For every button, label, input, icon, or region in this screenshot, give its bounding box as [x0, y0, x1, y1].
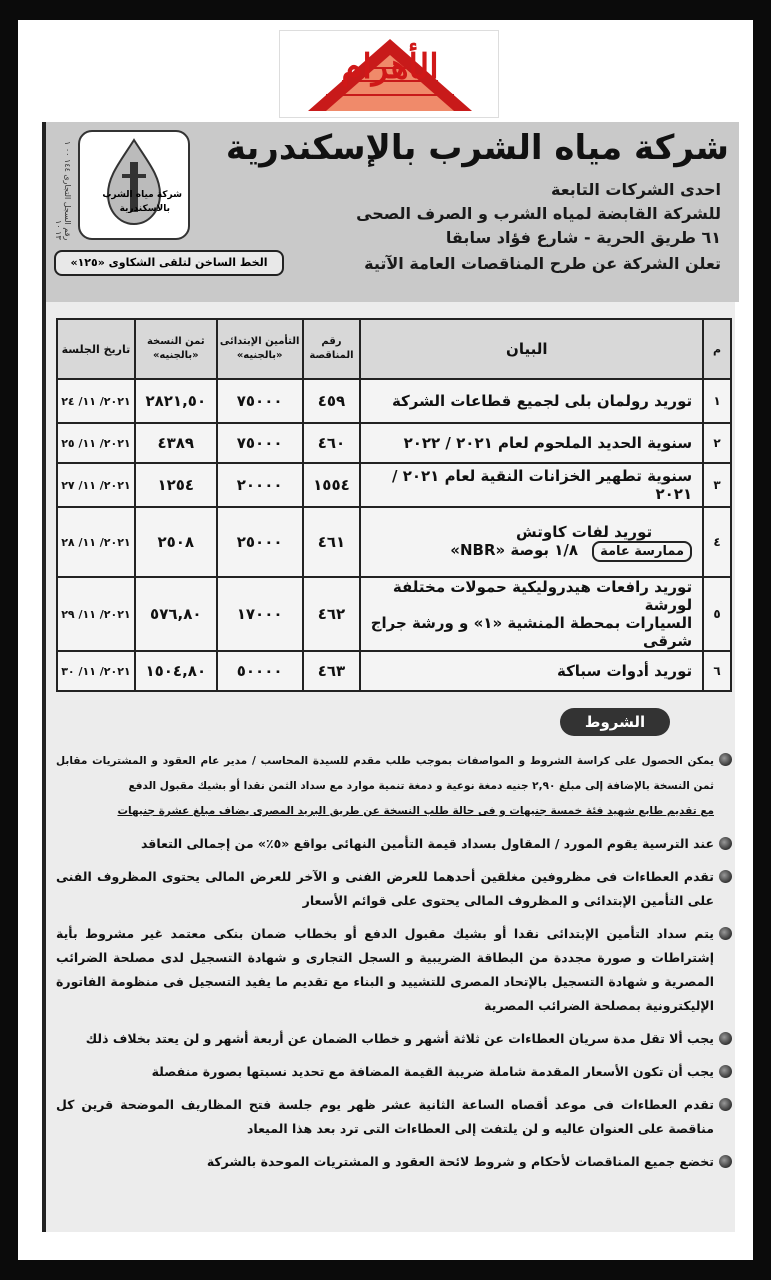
- bullet-icon: [719, 837, 732, 850]
- row-desc-line1: توريد لفات كاوتش: [516, 522, 653, 541]
- table-row: [57, 463, 731, 507]
- row-insurance: ١٧٠٠٠: [217, 577, 303, 651]
- table-row: [57, 577, 731, 651]
- row-tender-no: ١٥٥٤: [303, 463, 361, 507]
- condition-text: يتم سداد التأمين الإبتدائى نقدا أو بشيك مقبول الدفع أو بخطاب ضمان بنكى معتمد غير مشروط بأية إشتراطات و صورة مجددة من البطاقة الضريبية و السجل التجارى و شهادة التسجيل لدى مصلحة الضرائب المصرية و شهادة التسجيل بالإتحاد المصرى للتشييد و البناء مع تقديم ما يفيد التسجيل فى منظومة الفاتورة الإليكترونية بمصلحة الضرائب المصرية: [56, 926, 714, 1013]
- row-no: ١: [703, 379, 731, 423]
- col-header-no: م: [703, 319, 731, 379]
- row-insurance: ٧٥٠٠٠: [217, 379, 303, 423]
- row-desc: سنوية تطهير الخزانات النقية لعام ٢٠٢١ / ٢٠٢١: [360, 463, 703, 507]
- row-insurance: ٧٥٠٠٠: [217, 423, 303, 463]
- row-price: ١٥٠٤,٨٠: [135, 651, 217, 691]
- row-desc: توريد رولمان بلى لجميع قطاعات الشركة: [360, 379, 703, 423]
- condition-item: [56, 1093, 732, 1141]
- row-no: ٢: [703, 423, 731, 463]
- row-desc-line2: السيارات بمحطة المنشية «١» و ورشة جراج شرقى: [370, 614, 693, 650]
- condition-item: [56, 798, 732, 823]
- tender-advertisement: [42, 122, 735, 1232]
- col-header-desc: البيان: [360, 319, 703, 379]
- bullet-icon: [719, 927, 732, 940]
- condition-item: [56, 748, 732, 798]
- row-price: ٢٨٢١,٥٠: [135, 379, 217, 423]
- row-date: ٢٠٢١/ ١١/ ٢٤: [57, 379, 135, 423]
- header-line-2: للشركة القابضة لمياه الشرب و الصرف الصحى: [356, 204, 721, 223]
- table-row: [57, 423, 731, 463]
- tenders-table: [56, 318, 732, 692]
- table-header-row: [57, 319, 731, 379]
- conditions-list: [56, 748, 732, 1174]
- condition-item: [56, 1060, 732, 1084]
- row-date: ٢٠٢١/ ١١/ ٣٠: [57, 651, 135, 691]
- row-price: ٢٥٠٨: [135, 507, 217, 577]
- row-tender-no: ٤٦١: [303, 507, 361, 577]
- row-no: ٦: [703, 651, 731, 691]
- row-desc: [360, 507, 703, 577]
- header-line-3: ٦١ طريق الحرية - شارع فؤاد سابقا: [445, 228, 721, 247]
- commercial-register: رقم السجل التجارى ١٤٤ ٠٠ ١ ١٣ ١٠: [54, 140, 72, 240]
- row-insurance: ٢٥٠٠٠: [217, 507, 303, 577]
- table-row: [57, 651, 731, 691]
- row-price: ٤٣٨٩: [135, 423, 217, 463]
- row-no: ٤: [703, 507, 731, 577]
- condition-text: يجب ألا تقل مدة سريان العطاءات عن ثلاثة أشهر و خطاب الضمان عن أربعة أشهر و لن يعتد بخلاف ذلك: [85, 1031, 714, 1046]
- row-tender-no: ٤٦٢: [303, 577, 361, 651]
- emblem-text-1: شركة مياه الشرب: [102, 190, 182, 200]
- row-desc: توريد أدوات سباكة: [360, 651, 703, 691]
- bullet-icon: [719, 1155, 732, 1168]
- table-row: [57, 507, 731, 577]
- condition-item: [56, 922, 732, 1018]
- row-tender-no: ٤٥٩: [303, 379, 361, 423]
- condition-text: تخضع جميع المناقصات لأحكام و شروط لائحة العقود و المشتريات الموحدة بالشركة: [206, 1154, 714, 1169]
- condition-text: يجب أن تكون الأسعار المقدمة شاملة ضريبة القيمة المضافة مع تحديد نسبتها بصورة منفصلة: [151, 1064, 714, 1079]
- col-header-tender-no: رقم المناقصة: [303, 319, 361, 379]
- col-header-date: تاريخ الجلسة: [57, 319, 135, 379]
- condition-text: عند الترسية يقوم المورد / المقاول بسداد قيمة التأمين النهائى بواقع «٥٪» من إجمالى التعاقد: [140, 836, 714, 851]
- condition-item: [56, 832, 732, 856]
- row-desc: [360, 577, 703, 651]
- condition-text: تقدم العطاءات فى مظروفين مغلقين أحدهما للعرض الفنى و الآخر للعرض المالى يحتوى المظروف الفنى على التأمين الإبتدائى و المظروف المالى يحتوى على قوائم الأسعار: [56, 869, 714, 908]
- row-desc: سنوية الحديد الملحوم لعام ٢٠٢١ / ٢٠٢٢: [360, 423, 703, 463]
- water-emblem-icon: [80, 132, 188, 238]
- condition-text: مع تقديم طابع شهيد فئة خمسة جنيهات و فى حالة طلب النسخة عن طريق البريد المصرى يضاف مبلغ عشرة جنيهات: [117, 805, 714, 817]
- col-header-price: ثمن النسخة «بالجنيه»: [135, 319, 217, 379]
- newspaper-logo: [279, 30, 499, 118]
- conditions-title: الشروط: [560, 708, 670, 736]
- newspaper-clipping: [18, 20, 753, 1260]
- row-no: ٥: [703, 577, 731, 651]
- bullet-icon: [719, 1065, 732, 1078]
- row-tender-no: ٤٦٠: [303, 423, 361, 463]
- bullet-icon: [719, 1098, 732, 1111]
- table-row: [57, 379, 731, 423]
- row-desc-line2: ١/٨ بوصة «NBR»: [450, 540, 579, 559]
- row-tender-no: ٤٦٣: [303, 651, 361, 691]
- bullet-icon: [719, 753, 732, 766]
- emblem-text-2: بالاسكندرية: [119, 204, 170, 214]
- header-line-4: تعلن الشركة عن طرح المناقصات العامة الآتية: [364, 254, 721, 273]
- condition-item: [56, 865, 732, 913]
- condition-item: [56, 1027, 732, 1051]
- hotline-badge: الخط الساخن لتلقى الشكاوى «١٢٥»: [54, 250, 284, 276]
- newspaper-name: الأهرام: [341, 47, 439, 87]
- row-insurance: ٥٠٠٠٠: [217, 651, 303, 691]
- condition-text: تقدم العطاءات فى موعد أقصاه الساعة الثانية عشر ظهر يوم جلسة فتح المظاريف الموضحة قرين كل مناقصة على العنوان عاليه و لن يلتفت إلى العطاءات التى ترد بعد هذا الميعاد: [56, 1097, 714, 1136]
- bullet-icon: [719, 1032, 732, 1045]
- row-insurance: ٢٠٠٠٠: [217, 463, 303, 507]
- col-header-insurance: التأمين الإبتدائى «بالجنيه»: [217, 319, 303, 379]
- row-no: ٣: [703, 463, 731, 507]
- row-desc-line1: توريد رافعات هيدروليكية حمولات مختلفة لورشة: [392, 578, 693, 614]
- ad-header: [46, 122, 739, 302]
- row-date: ٢٠٢١/ ١١/ ٢٥: [57, 423, 135, 463]
- condition-text: يمكن الحصول على كراسة الشروط و المواصفات بموجب طلب مقدم للسيدة المحاسب / مدير عام العقود و المشتريات مقابل ثمن النسخة بالإضافة إلى مبلغ ٢,٩٠ جنيه دمغة نوعية و دمغة تنمية موارد مع سداد الثمن نقدا أو بشيك مقبول الدفع: [56, 755, 714, 792]
- company-name: شركة مياه الشرب بالإسكندرية: [225, 128, 729, 168]
- row-date: ٢٠٢١/ ١١/ ٢٨: [57, 507, 135, 577]
- bullet-icon: [719, 870, 732, 883]
- row-date: ٢٠٢١/ ١١/ ٢٩: [57, 577, 135, 651]
- row-date: ٢٠٢١/ ١١/ ٢٧: [57, 463, 135, 507]
- condition-item: [56, 1150, 732, 1174]
- row-price: ١٢٥٤: [135, 463, 217, 507]
- company-emblem: [78, 130, 190, 240]
- public-practice-badge: ممارسة عامة: [592, 541, 692, 562]
- header-line-1: احدى الشركات التابعة: [551, 180, 721, 199]
- row-price: ٥٧٦,٨٠: [135, 577, 217, 651]
